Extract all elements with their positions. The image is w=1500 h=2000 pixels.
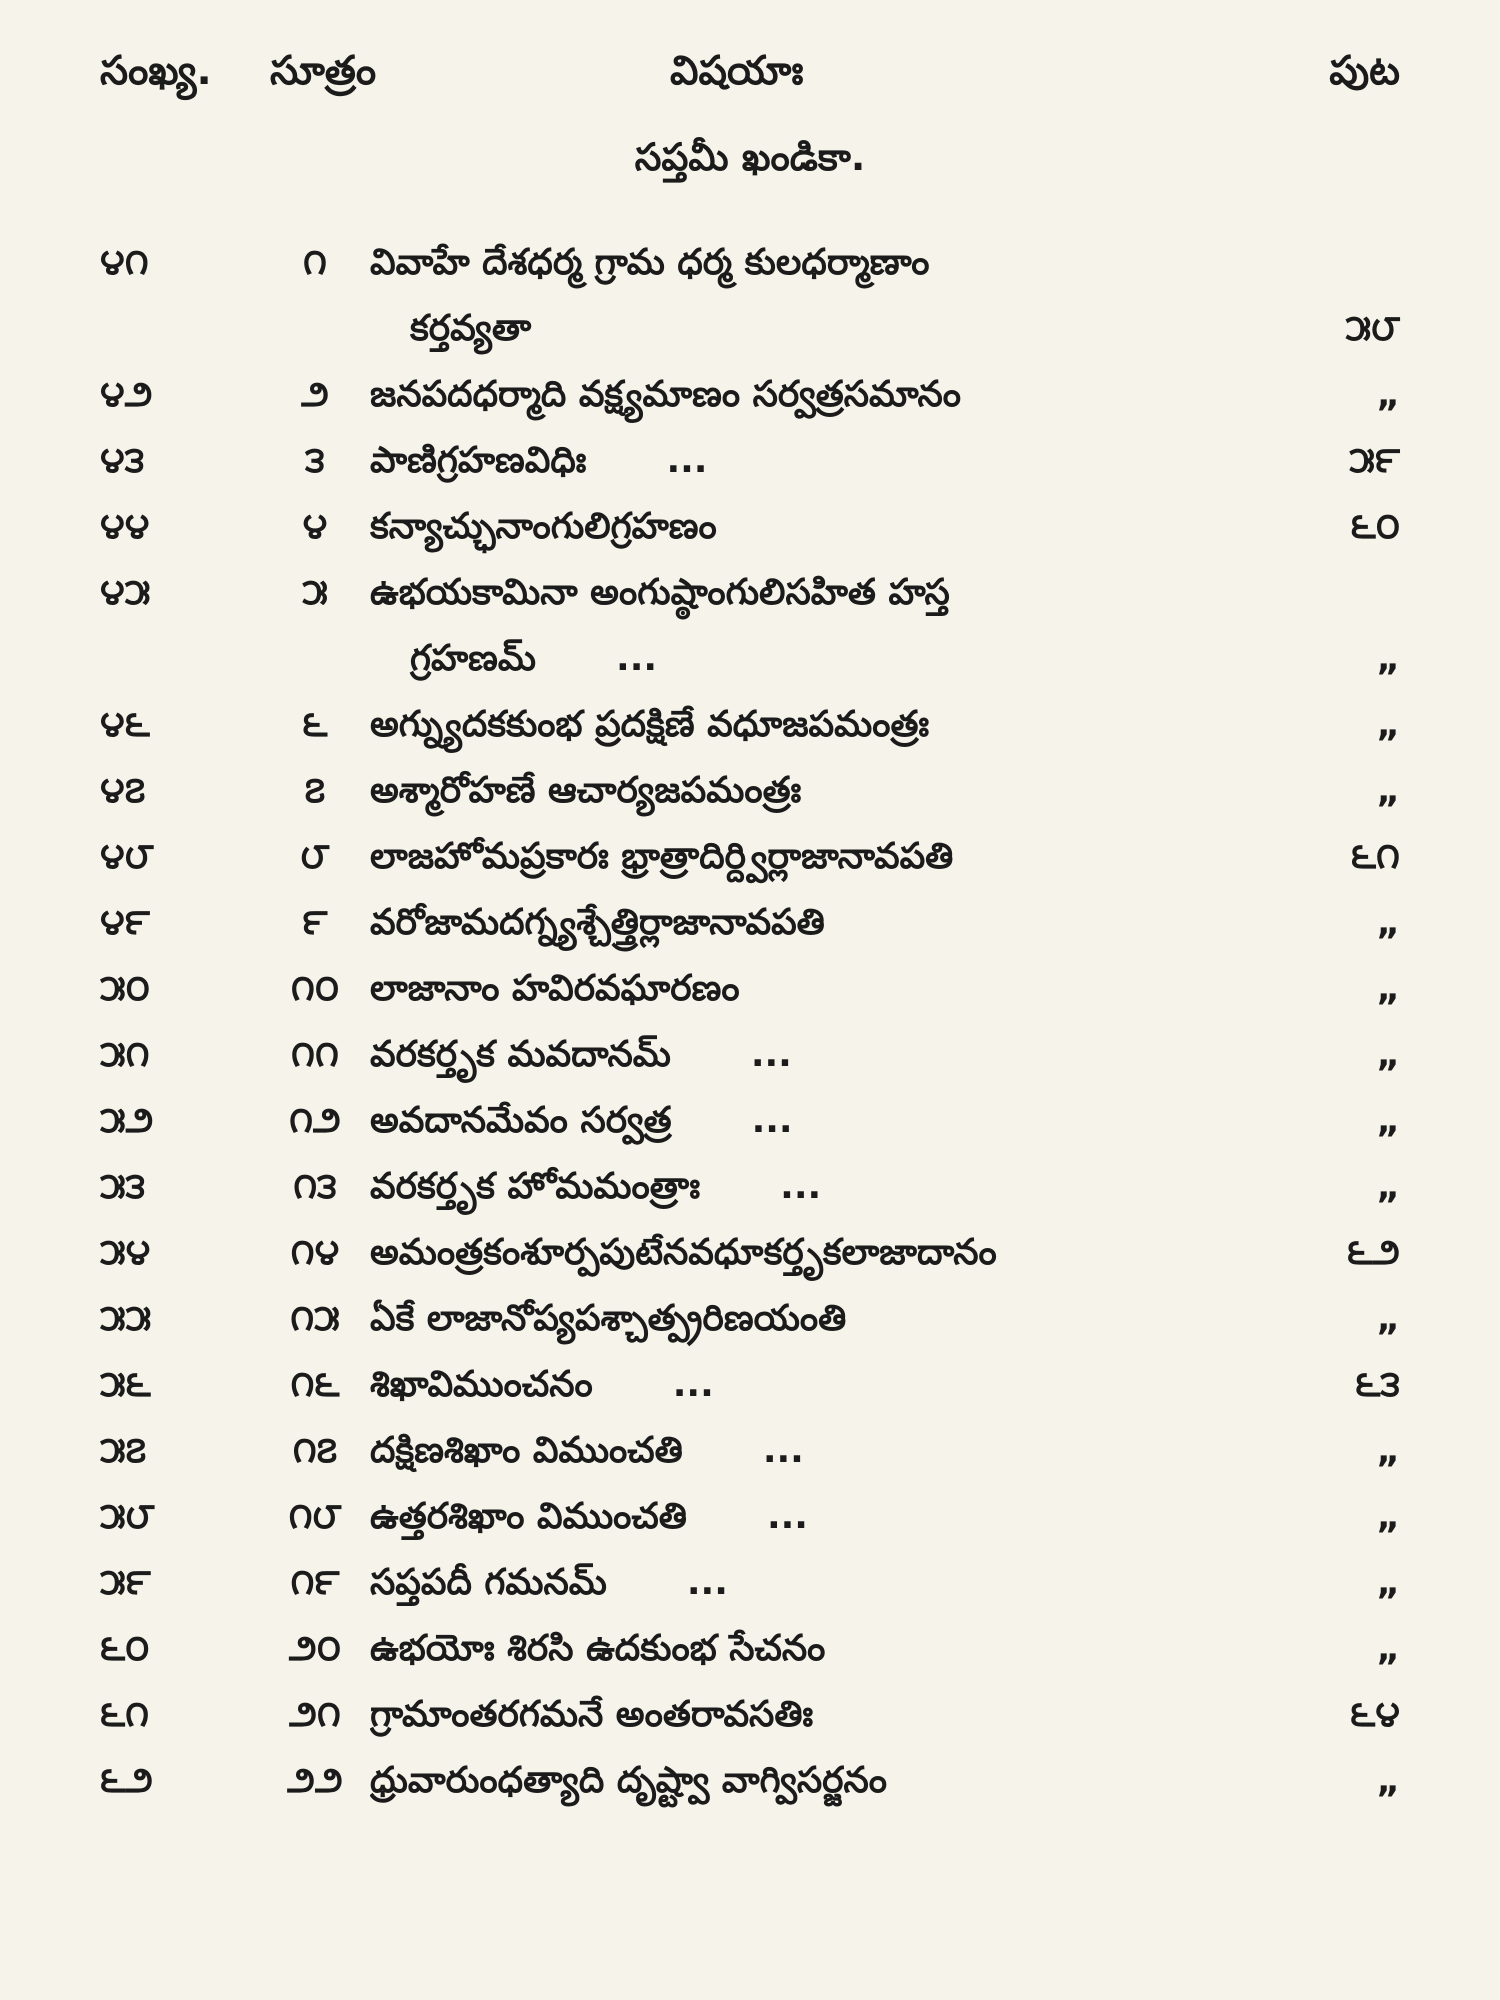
index-entry xyxy=(100,824,1400,890)
header-subject: విషయాః xyxy=(670,48,804,94)
entry-number: ౪౭ xyxy=(100,770,146,811)
entry-sutra-number: ౧౨ xyxy=(289,1100,341,1141)
entry-text: ఉభయకామినా అంగుష్ఠాంగులిసహిత హస్త xyxy=(370,572,950,613)
entry-text: ఉత్తరశిఖాం విముంచతి xyxy=(370,1496,687,1537)
index-entry xyxy=(100,1088,1400,1154)
entry-page-number: „ xyxy=(1376,1562,1400,1603)
index-entries xyxy=(100,230,1400,1814)
entry-page-number: ౬౨ xyxy=(1347,1232,1400,1273)
entry-text-line xyxy=(370,1682,1290,1748)
entry-leader-dots: ... xyxy=(751,1100,793,1141)
entry-number: ౫౦ xyxy=(100,968,150,1009)
entry-text-line xyxy=(370,890,1290,956)
index-entry xyxy=(100,1616,1400,1682)
index-entry xyxy=(100,956,1400,1022)
entry-number: ౫౭ xyxy=(100,1430,147,1471)
entry-number: ౪౫ xyxy=(100,572,151,613)
index-entry xyxy=(100,1748,1400,1814)
entry-page-number: „ xyxy=(1376,968,1400,1009)
entry-text: వరోజామదగ్న్యశ్చేత్త్రిర్లాజానావపతి xyxy=(370,902,825,943)
entry-sutra-number: ౬ xyxy=(302,704,328,745)
entry-sutra-number: ౫ xyxy=(302,572,328,613)
entry-page-number: „ xyxy=(1376,770,1400,811)
entry-number: ౪౩ xyxy=(100,440,145,481)
entry-text: కన్యాచ్ఛునాంగులిగ్రహణం xyxy=(370,506,717,547)
entry-text: ఉభయోః శిరసి ఉదకుంభ సేచనం xyxy=(370,1628,826,1669)
entry-text-line xyxy=(370,824,1290,890)
entry-text-line xyxy=(370,758,1290,824)
entry-text: వరకర్తృక హోమమంత్రాః xyxy=(370,1166,701,1207)
entry-sutra-number: ౨౦ xyxy=(288,1628,342,1669)
entry-text-line xyxy=(370,1484,1290,1550)
entry-text: శిఖావిముంచనం xyxy=(370,1364,593,1405)
entry-text-line xyxy=(370,428,1290,494)
entry-sutra-number: ౨ xyxy=(301,374,329,415)
entry-text-line xyxy=(370,1286,1290,1352)
entry-number: ౫౩ xyxy=(100,1166,146,1207)
entry-sutra-number: ౧ xyxy=(303,242,327,283)
entry-text: పాణిగ్రహణవిధిః xyxy=(370,440,587,481)
entry-text-line xyxy=(370,1748,1290,1814)
entry-leader-dots: ... xyxy=(762,1430,804,1471)
index-entry xyxy=(100,1154,1400,1220)
entry-number: ౫౯ xyxy=(100,1562,151,1603)
entry-sutra-number: ౭ xyxy=(304,770,326,811)
entry-page-number: ౬౪ xyxy=(1350,1694,1400,1735)
entry-text: అమంత్రకంశూర్పపుటేనవధూకర్తృకలాజాదానం xyxy=(370,1232,997,1273)
index-entry xyxy=(100,230,1400,362)
entry-leader-dots: ... xyxy=(780,1166,822,1207)
entry-number: ౫౨ xyxy=(100,1100,154,1141)
entry-sutra-number: ౧౯ xyxy=(290,1562,340,1603)
entry-text-line xyxy=(370,692,1290,758)
entry-sutra-number: ౪ xyxy=(302,506,328,547)
entry-leader-dots: ... xyxy=(766,1496,808,1537)
entry-text-line xyxy=(370,230,1290,296)
entry-text: జనపదధర్మాది వక్ష్యమాణం సర్వత్రసమానం xyxy=(370,374,962,415)
entry-page-number: „ xyxy=(1376,1628,1400,1669)
entry-page-number: „ xyxy=(1376,638,1400,679)
index-entry xyxy=(100,1682,1400,1748)
entry-number: ౪౧ xyxy=(100,242,149,283)
entry-text: సప్తపదీ గమనమ్ xyxy=(370,1562,607,1603)
index-entry xyxy=(100,1352,1400,1418)
entry-text-line xyxy=(370,1550,1290,1616)
entry-page-number: „ xyxy=(1376,1100,1400,1141)
entry-text-line xyxy=(370,296,1290,362)
entry-sutra-number: ౧౦ xyxy=(290,968,340,1009)
entry-number: ౫౫ xyxy=(100,1298,152,1339)
entry-text: లాజానాం హవిరవఘారణం xyxy=(370,968,740,1009)
entry-page-number: „ xyxy=(1376,1760,1400,1801)
entry-text-line xyxy=(370,1088,1290,1154)
entry-sutra-number: ౨౨ xyxy=(287,1760,343,1801)
entry-text-line xyxy=(370,1352,1290,1418)
entry-text: వరకర్తృక మవదానమ్ xyxy=(370,1034,671,1075)
entry-text-line xyxy=(370,494,1290,560)
entry-text-line xyxy=(370,1022,1290,1088)
entry-number: ౬౦ xyxy=(100,1628,150,1669)
entry-sutra-number: ౧౬ xyxy=(290,1364,340,1405)
entry-sutra-number: ౯ xyxy=(302,902,328,943)
entry-text-line xyxy=(370,1220,1290,1286)
entry-text: గ్రామాంతరగమనే అంతరావసతిః xyxy=(370,1694,814,1735)
entry-text: అగ్న్యుదకకుంభ ప్రదక్షిణే వధూజపమంత్రః xyxy=(370,704,930,745)
section-title: సప్తమీ ఖండికా. xyxy=(634,135,866,179)
entry-text-line xyxy=(370,1154,1290,1220)
index-entry xyxy=(100,1286,1400,1352)
entry-page-number: „ xyxy=(1376,704,1400,745)
index-entry xyxy=(100,1220,1400,1286)
entry-sutra-number: ౨౧ xyxy=(289,1694,341,1735)
entry-number: ౫౧ xyxy=(100,1034,150,1075)
column-header-row xyxy=(100,48,1400,118)
index-entry xyxy=(100,890,1400,956)
entry-number: ౪౯ xyxy=(100,902,150,943)
entry-leader-dots: ... xyxy=(750,1034,792,1075)
entry-page-number: „ xyxy=(1376,1166,1400,1207)
entry-number: ౪౪ xyxy=(100,506,150,547)
entry-leader-dots: ... xyxy=(666,440,708,481)
index-entry xyxy=(100,758,1400,824)
entry-text-line xyxy=(370,560,1290,626)
entry-leader-dots: ... xyxy=(686,1562,728,1603)
index-entry xyxy=(100,428,1400,494)
entry-leader-dots: ... xyxy=(672,1364,714,1405)
entry-page-number: ౫౯ xyxy=(1349,440,1400,481)
entry-text: దక్షిణశిఖాం విముంచతి xyxy=(370,1430,683,1471)
entry-leader-dots: ... xyxy=(616,638,658,679)
entry-number: ౫౬ xyxy=(100,1364,151,1405)
entry-text-line xyxy=(370,1418,1290,1484)
entry-page-number: ౬౦ xyxy=(1350,506,1400,547)
entry-number: ౬౨ xyxy=(100,1760,153,1801)
entry-page-number: „ xyxy=(1376,1034,1400,1075)
index-entry xyxy=(100,692,1400,758)
entry-page-number: „ xyxy=(1376,902,1400,943)
index-entry xyxy=(100,1484,1400,1550)
entry-text: వివాహే దేశధర్మ గ్రామ ధర్మ కులధర్మాణాం xyxy=(370,242,930,283)
entry-text: ధ్రువారుంధత్యాది దృష్ట్వా వాగ్విసర్జనం xyxy=(370,1760,888,1801)
header-sutra: సూత్రం xyxy=(270,48,377,94)
index-entry xyxy=(100,362,1400,428)
entry-number: ౪౨ xyxy=(100,374,153,415)
entry-text: ఏకే లాజానోప్యపశ్చాత్ప్రరిణయంతి xyxy=(370,1298,847,1339)
entry-text: లాజహోమప్రకారః భ్రాత్రాదిర్ద్విర్లాజానావపతి xyxy=(370,836,954,877)
entry-number: ౬౧ xyxy=(100,1694,150,1735)
entry-sutra-number: ౧౭ xyxy=(292,1430,338,1471)
entry-number: ౫౮ xyxy=(100,1496,155,1537)
entry-page-number: „ xyxy=(1376,374,1400,415)
entry-number: ౪౮ xyxy=(100,836,154,877)
entry-page-number: ౫౮ xyxy=(1345,308,1400,349)
entry-page-number: „ xyxy=(1376,1496,1400,1537)
entry-sutra-number: ౧౪ xyxy=(290,1232,340,1273)
entry-text-line xyxy=(370,626,1290,692)
entry-text-line xyxy=(370,956,1290,1022)
entry-text: గ్రహణమ్ xyxy=(410,638,537,679)
entry-page-number: ౬౩ xyxy=(1355,1364,1400,1405)
entry-number: ౫౪ xyxy=(100,1232,151,1273)
entry-sutra-number: ౮ xyxy=(300,836,330,877)
entry-text: కర్తవ్యతా xyxy=(410,308,532,349)
entry-sutra-number: ౧౩ xyxy=(293,1166,337,1207)
entry-text-line xyxy=(370,1616,1290,1682)
header-page: పుట xyxy=(1329,48,1400,94)
entry-number: ౪౬ xyxy=(100,704,150,745)
index-entry xyxy=(100,560,1400,692)
entry-text: అవదానమేవం సర్వత్ర xyxy=(370,1100,672,1141)
entry-text: అశ్మారోహణే ఆచార్యజపమంత్రః xyxy=(370,770,802,811)
entry-page-number: ౬౧ xyxy=(1350,836,1400,877)
entry-text-line xyxy=(370,362,1290,428)
index-entry xyxy=(100,1022,1400,1088)
index-entry xyxy=(100,1418,1400,1484)
entry-sutra-number: ౧౫ xyxy=(290,1298,340,1339)
entry-page-number: „ xyxy=(1376,1430,1400,1471)
entry-sutra-number: ౧౧ xyxy=(291,1034,339,1075)
entry-sutra-number: ౩ xyxy=(305,440,325,481)
index-entry xyxy=(100,1550,1400,1616)
header-serial: సంఖ్య. xyxy=(100,48,212,94)
index-entry xyxy=(100,494,1400,560)
entry-page-number: „ xyxy=(1376,1298,1400,1339)
entry-sutra-number: ౧౮ xyxy=(288,1496,342,1537)
